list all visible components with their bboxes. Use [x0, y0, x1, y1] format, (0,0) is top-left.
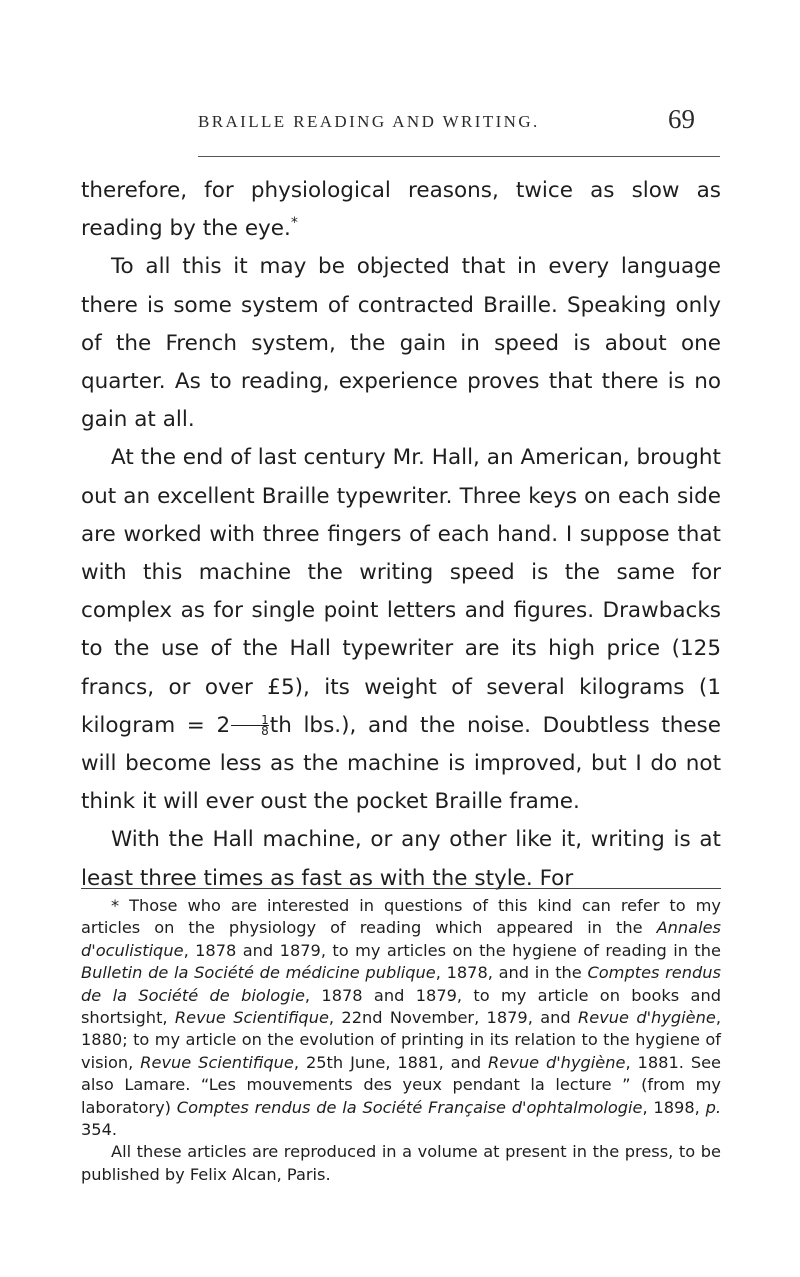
journal-title: Revue Scientifique — [174, 1008, 329, 1028]
main-text — [81, 172, 721, 898]
paragraph-3-text-a: At the end of last century Mr. Hall, an American, brought out an excellent Braille typewriter. Three keys on each side are worked with three fingers of each hand. I suppose that with this machine the writing speed is the same for complex as for single point letters and figures. Drawbacks to the use of the Hall typewriter are its high price (125 francs, or over £5), its weight of several kilograms (1 kilogram = 2 — [81, 445, 721, 738]
footnote-text: , 1898, — [642, 1097, 706, 1117]
journal-title: Comptes rendus de la Société de biologie — [81, 963, 721, 1005]
footnote-marker: * — [111, 896, 120, 915]
journal-title: Revue d'hygiène — [488, 1052, 626, 1072]
footnote-text: , 22nd November, 1879, and — [328, 1008, 578, 1028]
journal-title: Revue d'hygiène — [578, 1008, 716, 1028]
footnote-text: , 1880; to my article on the evolution of printing in its relation to the hygiene of vision, — [81, 1008, 722, 1072]
footnote-rule — [81, 888, 721, 889]
page-abbreviation: p. — [705, 1097, 721, 1117]
running-head — [0, 104, 720, 152]
footnote-paragraph-2: All these articles are reproduced in a volume at present in the press, to be published by Felix Alcan, Paris. — [81, 1142, 721, 1184]
paragraph-1-text: therefore, for physiological reasons, twice as slow as reading by the eye. — [81, 178, 721, 242]
footnote-text: , 1878 and 1879, to my article on books and shortsight, — [81, 985, 721, 1028]
running-title: BRAILLE READING AND WRITING. — [198, 112, 540, 131]
paragraph-2: To all this it may be objected that in every language there is some system of contracted Braille. Speaking only of the French system, the gain in speed is about one quarter. As to reading, experience proves that there is no gain at all. — [81, 254, 721, 433]
paragraph-1 — [81, 172, 721, 248]
footnote-text: , 1878, and in the — [435, 963, 588, 983]
footnote-text: 354. — [81, 1120, 118, 1140]
footnote-text: , 1881. See also Lamare. “Les mouvements des yeux pendant la lecture ” (from my laboratory) — [81, 1052, 722, 1117]
footnote-reference: * — [290, 215, 298, 232]
journal-title: Revue Scientifique — [140, 1052, 294, 1072]
paragraph-3 — [81, 439, 721, 821]
footnote-paragraph-1 — [81, 895, 721, 1141]
footnote-text: Those who are interested in questions of this kind can refer to my articles on the physiology of reading which appeared in the — [81, 896, 721, 938]
footnote-text: , 25th June, 1881, and — [293, 1052, 489, 1072]
footnote — [81, 895, 721, 1186]
fraction-one-eighth — [231, 713, 269, 739]
paragraph-3-text-b: th lbs.), and the noise. Doubtless these will become less as the machine is improved, but I do not think it will ever oust the pocket Braille frame. — [81, 712, 721, 815]
fraction-numerator: 1 — [231, 715, 269, 726]
journal-title: Annales d'oculistique — [81, 918, 721, 960]
paragraph-4: With the Hall machine, or any other like it, writing is at least three times as fast as with the style. For — [81, 827, 721, 891]
journal-title: Comptes rendus de la Société Française d'ophtalmologie — [176, 1097, 643, 1117]
journal-title: Bulletin de la Société de médicine publique — [81, 963, 436, 983]
header-rule — [198, 156, 720, 157]
fraction-denominator: 8 — [261, 724, 269, 739]
page-number: 69 — [668, 104, 695, 134]
footnote-text: , 1878 and 1879, to my articles on the hygiene of reading in the — [183, 940, 721, 960]
